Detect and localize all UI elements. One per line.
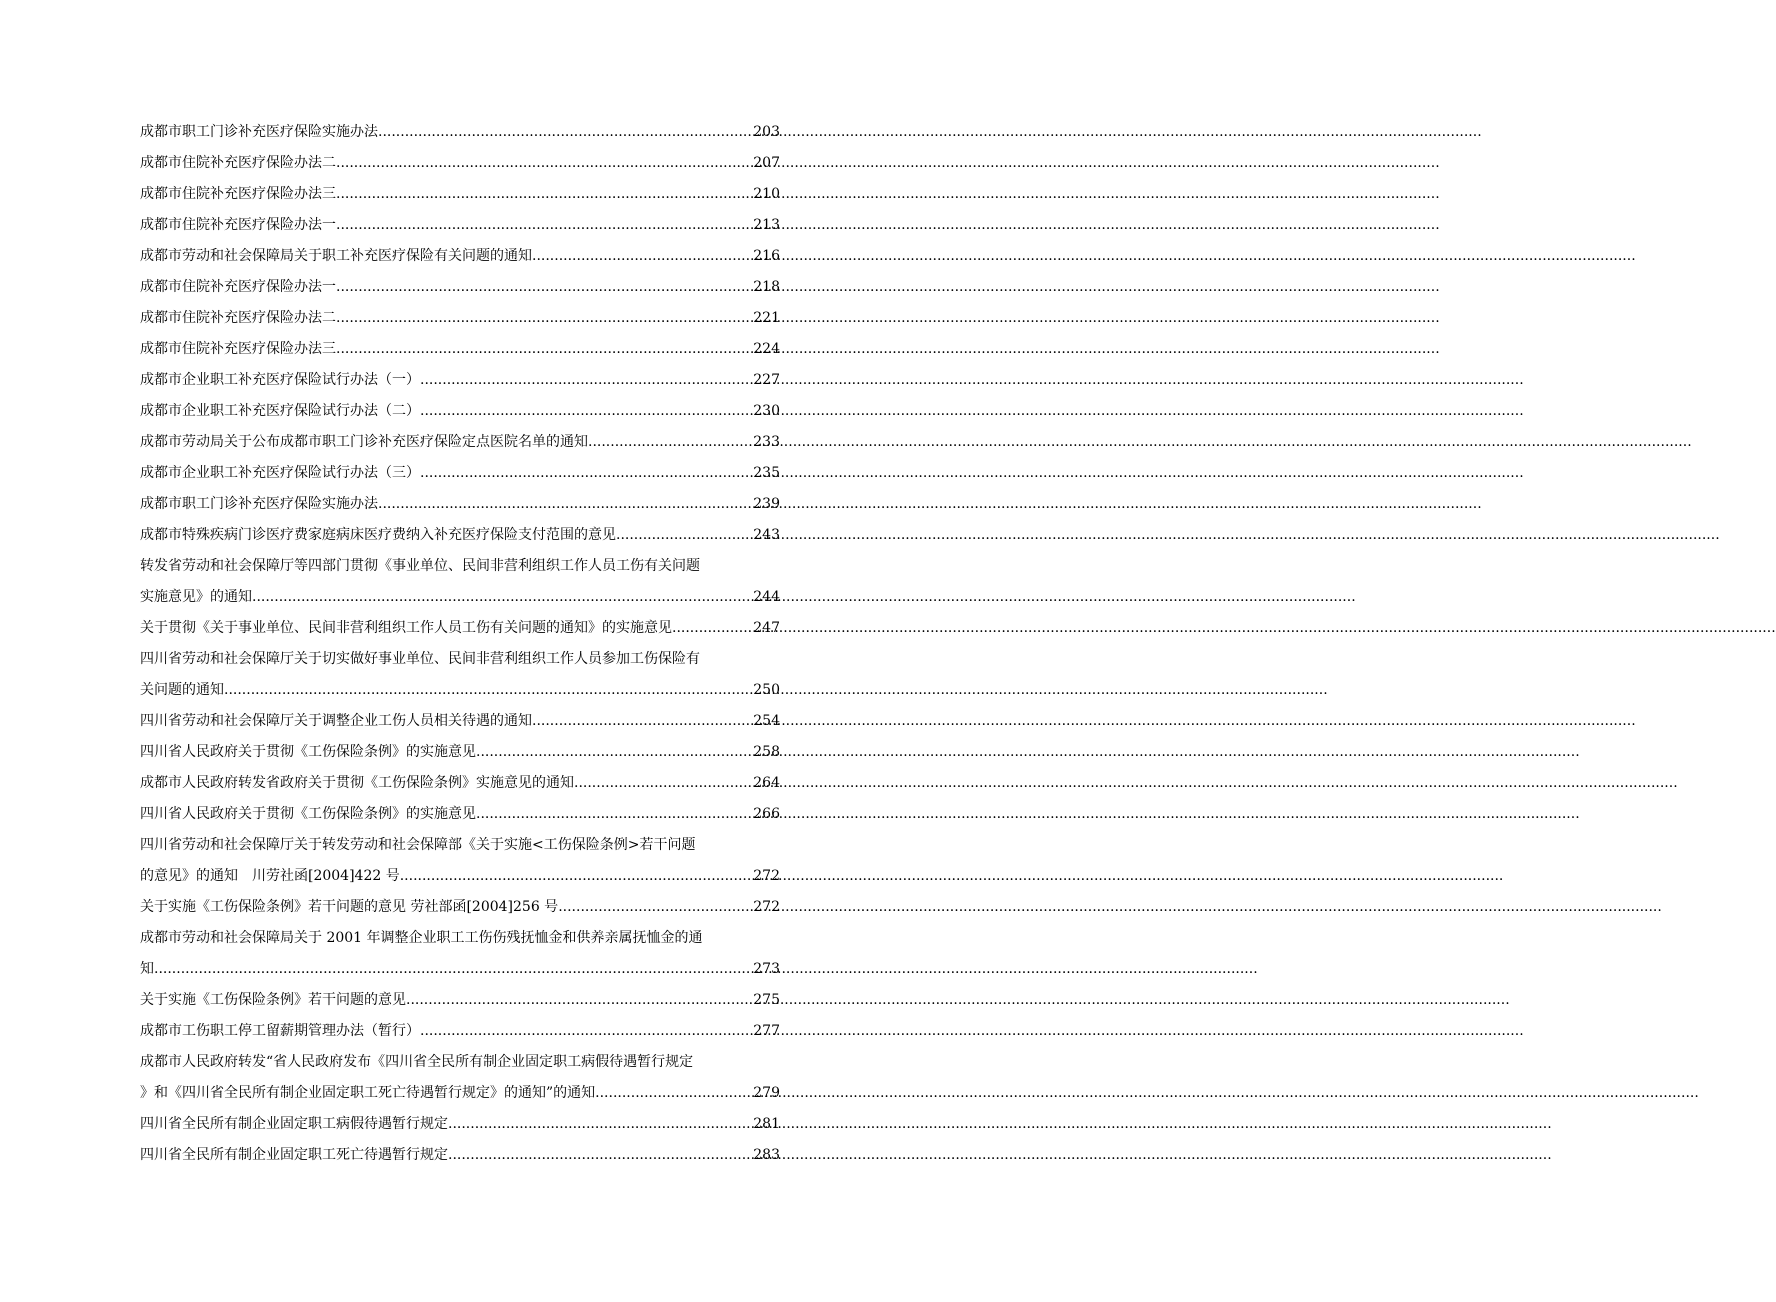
toc-entry[interactable]: [140, 954, 780, 985]
toc-dot-leader: [448, 1140, 753, 1171]
toc-entry-title: 成都市企业职工补充医疗保险试行办法（三）: [140, 465, 420, 481]
toc-entry[interactable]: [140, 303, 780, 334]
toc-entry[interactable]: [140, 985, 780, 1016]
toc-page-number: 277: [753, 1023, 780, 1039]
toc-entry-title: 四川省全民所有制企业固定职工病假待遇暂行规定: [140, 1116, 448, 1132]
toc-dot-leader: [420, 1016, 753, 1047]
toc-dot-leader: [420, 365, 753, 396]
toc-entry-title: 成都市企业职工补充医疗保险试行办法（一）: [140, 372, 420, 388]
toc-entry-continued-line: 成都市人民政府转发“省人民政府发布《四川省全民所有制企业固定职工病假待遇暂行规定: [140, 1054, 694, 1070]
toc-entry[interactable]: [140, 768, 780, 799]
toc-entry-title: 的意见》的通知 川劳社函[2004]422 号: [140, 868, 400, 884]
toc-entry-title: 成都市工伤职工停工留薪期管理办法（暂行）: [140, 1023, 420, 1039]
toc-entry[interactable]: [140, 489, 780, 520]
toc-dot-leader: [154, 954, 753, 985]
toc-page-number: 275: [753, 992, 780, 1008]
toc-entry-continued-line: 成都市劳动和社会保障局关于 2001 年调整企业职工工伤伤残抚恤金和供养亲属抚恤金的通: [140, 930, 703, 946]
toc-page-number: 279: [753, 1085, 780, 1101]
toc-entry-title: 成都市职工门诊补充医疗保险实施办法: [140, 124, 378, 140]
toc-dot-leader: [476, 799, 753, 830]
toc-page-number: 221: [753, 310, 780, 326]
table-of-contents: [140, 117, 780, 1171]
toc-entry-title: 关于贯彻《关于事业单位、民间非营利组织工作人员工伤有关问题的通知》的实施意见: [140, 620, 672, 636]
toc-page-number: 244: [753, 589, 780, 605]
toc-entry-title: 成都市住院补充医疗保险办法一: [140, 217, 336, 233]
toc-dot-leader: [616, 520, 753, 551]
toc-dot-leader: [336, 179, 753, 210]
toc-entry-title: 成都市住院补充医疗保险办法三: [140, 186, 336, 202]
toc-entry[interactable]: [140, 1140, 780, 1171]
toc-entry-title: 四川省全民所有制企业固定职工死亡待遇暂行规定: [140, 1147, 448, 1163]
toc-entry-title: 关问题的通知: [140, 682, 224, 698]
toc-entry-title: 关于实施《工伤保险条例》若干问题的意见 劳社部函[2004]256 号: [140, 899, 559, 915]
toc-page-number: 272: [753, 868, 780, 884]
toc-entry-continued-line: 四川省劳动和社会保障厅关于切实做好事业单位、民间非营利组织工作人员参加工伤保险有: [140, 651, 700, 667]
toc-page-number: 224: [753, 341, 780, 357]
toc-entry[interactable]: [140, 458, 780, 489]
toc-page-number: 230: [753, 403, 780, 419]
toc-page-number: 283: [753, 1147, 780, 1163]
toc-entry[interactable]: [140, 427, 780, 458]
toc-entry-title: 》和《四川省全民所有制企业固定职工死亡待遇暂行规定》的通知”的通知: [140, 1085, 596, 1101]
toc-entry[interactable]: [140, 861, 780, 892]
toc-entry-title: 成都市劳动局关于公布成都市职工门诊补充医疗保险定点医院名单的通知: [140, 434, 588, 450]
toc-entry[interactable]: [140, 241, 780, 272]
toc-entry-title: 成都市职工门诊补充医疗保险实施办法: [140, 496, 378, 512]
toc-dot-leader: [224, 675, 753, 706]
toc-dot-leader: [420, 458, 753, 489]
toc-entry-title: 成都市劳动和社会保障局关于职工补充医疗保险有关问题的通知: [140, 248, 532, 264]
toc-dot-leader: [252, 582, 753, 613]
toc-entry[interactable]: [140, 117, 780, 148]
toc-entry[interactable]: [140, 706, 780, 737]
toc-page-number: 210: [753, 186, 780, 202]
toc-entry[interactable]: [140, 179, 780, 210]
toc-page-number: 281: [753, 1116, 780, 1132]
toc-entry-title: 四川省人民政府关于贯彻《工伤保险条例》的实施意见: [140, 744, 476, 760]
toc-page-number: 235: [753, 465, 780, 481]
toc-entry-title: 成都市特殊疾病门诊医疗费家庭病床医疗费纳入补充医疗保险支付范围的意见: [140, 527, 616, 543]
toc-dot-leader: [336, 210, 753, 241]
toc-dot-leader: [406, 985, 753, 1016]
toc-entry-title: 成都市住院补充医疗保险办法三: [140, 341, 336, 357]
toc-dot-leader: [476, 737, 753, 768]
toc-dot-leader: [378, 489, 753, 520]
toc-entry-title: 四川省劳动和社会保障厅关于调整企业工伤人员相关待遇的通知: [140, 713, 532, 729]
toc-entry[interactable]: [140, 613, 780, 644]
toc-dot-leader: [558, 892, 753, 923]
toc-page-number: 227: [753, 372, 780, 388]
toc-page-number: 218: [753, 279, 780, 295]
toc-dot-leader: [588, 427, 753, 458]
toc-page-number: 207: [753, 155, 780, 171]
toc-entry[interactable]: [140, 675, 780, 706]
toc-page-number: 266: [753, 806, 780, 822]
toc-page-number: 233: [753, 434, 780, 450]
toc-entry[interactable]: [140, 799, 780, 830]
toc-entry[interactable]: [140, 1109, 780, 1140]
toc-entry-title: 成都市企业职工补充医疗保险试行办法（二）: [140, 403, 420, 419]
toc-entry[interactable]: [140, 1016, 780, 1047]
toc-entry[interactable]: [140, 396, 780, 427]
toc-entry[interactable]: [140, 334, 780, 365]
toc-page-number: 258: [753, 744, 780, 760]
toc-page-number: 243: [753, 527, 780, 543]
toc-entry-continued-line: 四川省劳动和社会保障厅关于转发劳动和社会保障部《关于实施<工伤保险条例>若干问题: [140, 837, 696, 853]
toc-entry[interactable]: [140, 737, 780, 768]
toc-entry[interactable]: [140, 1078, 780, 1109]
toc-entry-title: 成都市住院补充医疗保险办法二: [140, 310, 336, 326]
toc-dot-leader: [336, 303, 753, 334]
toc-dot-leader: [448, 1109, 753, 1140]
toc-page-number: 273: [753, 961, 780, 977]
toc-page-number: 203: [753, 124, 780, 140]
toc-entry-title: 四川省人民政府关于贯彻《工伤保险条例》的实施意见: [140, 806, 476, 822]
toc-entry[interactable]: [140, 365, 780, 396]
toc-dot-leader: [378, 117, 753, 148]
toc-entry-title: 成都市人民政府转发省政府关于贯彻《工伤保险条例》实施意见的通知: [140, 775, 574, 791]
toc-dot-leader: [336, 272, 753, 303]
toc-entry-title: 成都市住院补充医疗保险办法二: [140, 155, 336, 171]
toc-entry[interactable]: [140, 272, 780, 303]
toc-page-number: 250: [753, 682, 780, 698]
toc-dot-leader: [595, 1078, 753, 1109]
toc-page-number: 216: [753, 248, 780, 264]
toc-entry-title: 成都市住院补充医疗保险办法一: [140, 279, 336, 295]
toc-entry[interactable]: [140, 892, 780, 923]
toc-page-number: 272: [753, 899, 780, 915]
toc-dot-leader: [420, 396, 753, 427]
toc-page-number: 239: [753, 496, 780, 512]
toc-dot-leader: [336, 334, 753, 365]
toc-entry-title: 实施意见》的通知: [140, 589, 252, 605]
toc-entry-title: 关于实施《工伤保险条例》若干问题的意见: [140, 992, 406, 1008]
toc-entry[interactable]: [140, 148, 780, 179]
toc-entry[interactable]: [140, 210, 780, 241]
toc-entry[interactable]: [140, 582, 780, 613]
toc-dot-leader: [574, 768, 753, 799]
toc-entry-continued-line: 转发省劳动和社会保障厅等四部门贯彻《事业单位、民间非营利组织工作人员工伤有关问题: [140, 558, 700, 574]
toc-page-number: 264: [753, 775, 780, 791]
toc-dot-leader: [336, 148, 753, 179]
toc-entry[interactable]: [140, 520, 780, 551]
toc-page-number: 247: [753, 620, 780, 636]
toc-dot-leader: [532, 706, 753, 737]
toc-page-number: 213: [753, 217, 780, 233]
toc-dot-leader: [532, 241, 753, 272]
toc-page-number: 254: [753, 713, 780, 729]
toc-entry-title: 知: [140, 961, 154, 977]
toc-dot-leader: [672, 613, 753, 644]
toc-dot-leader: [400, 861, 754, 892]
